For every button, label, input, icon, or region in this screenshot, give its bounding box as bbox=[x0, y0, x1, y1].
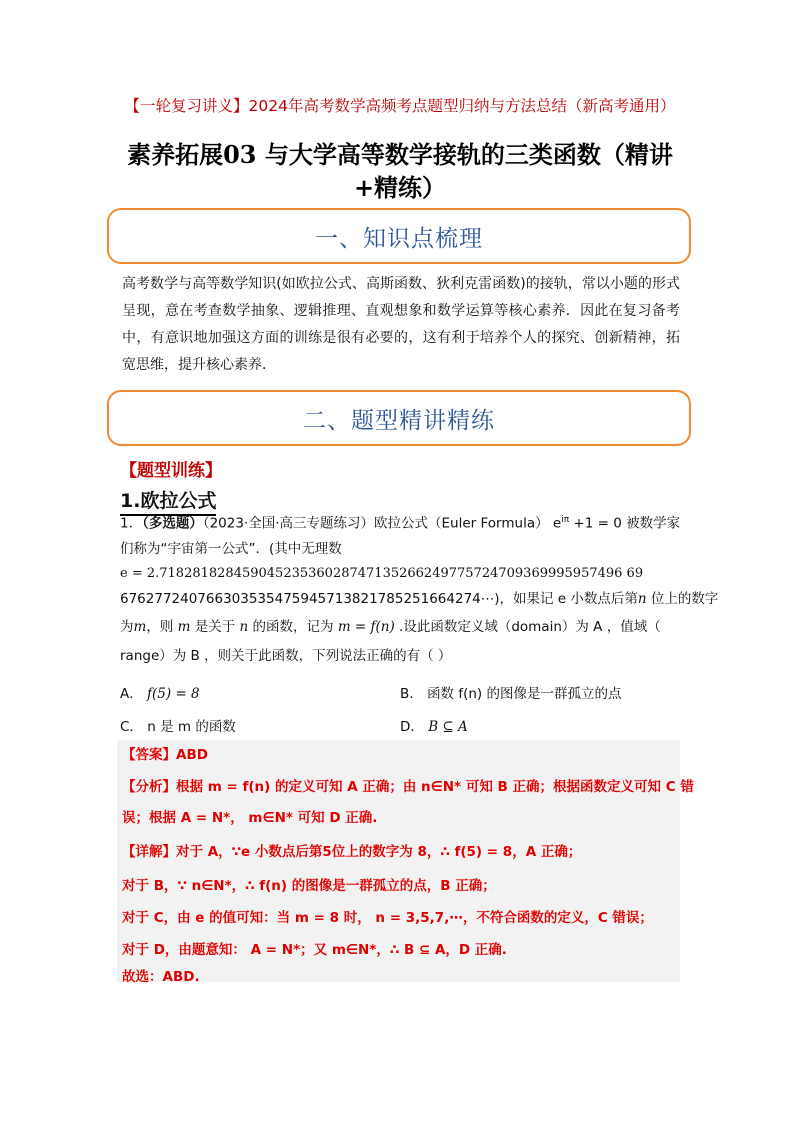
var-m: m bbox=[133, 619, 147, 635]
var-n: n bbox=[637, 591, 647, 607]
detail-line-2: 对于 B，∵ n∈N*，∴ f(n) 的图像是一群孤立的点，B 正确； bbox=[122, 878, 496, 894]
question-line-5-e: .设此函数定义域（domain）为 A ，值域（ bbox=[394, 619, 661, 635]
question-line-2: 们称为“宇宙第一公式”．(其中无理数 bbox=[120, 541, 342, 557]
option-b-label: B． bbox=[400, 686, 423, 702]
detail-line-4: 对于 D，由题意知： A = N*；又 m∈N*，∴ B ⊆ A，D 正确. bbox=[122, 942, 507, 958]
question-line-5 bbox=[120, 617, 661, 637]
option-d bbox=[400, 715, 468, 735]
option-d-label: D． bbox=[400, 719, 424, 735]
option-a-label: A． bbox=[120, 686, 143, 702]
practice-tag: 【题型训练】 bbox=[120, 461, 222, 481]
question-number: 1． bbox=[120, 515, 143, 532]
option-b bbox=[400, 682, 622, 702]
section-title-practice: 二、题型精讲精练 bbox=[303, 407, 495, 434]
option-b-text: 函数 f(n) 的图像是一群孤立的点 bbox=[427, 686, 622, 702]
option-c bbox=[120, 715, 236, 735]
var-n-2: n bbox=[239, 619, 249, 635]
question-line-1-end: +1 = 0 被数学家 bbox=[569, 515, 681, 532]
question-type: （多选题） bbox=[142, 515, 203, 532]
euler-exponent: iπ bbox=[561, 515, 570, 525]
analysis-line-1: 【分析】根据 m = f(n) 的定义可知 A 正确；由 n∈N* 可知 B 正确；根据函数定义可知 C 错 bbox=[122, 779, 694, 795]
question-line-5-d: 的函数，记为 bbox=[248, 619, 338, 635]
question-line-4-a: 676277240766303535475945713821785251664274⋯)，如果记 e 小数点后第 bbox=[120, 591, 638, 607]
question-line-5-b: ，则 bbox=[146, 619, 178, 635]
main-title: 素养拓展03 与大学高等数学接轨的三类函数（精讲+精练） bbox=[127, 140, 673, 202]
topic-heading: 1.欧拉公式 bbox=[120, 486, 216, 516]
answer-line: 【答案】ABD bbox=[122, 747, 208, 763]
question-line-3: e = 2.71828182845904523536028747135266249775724709369995957496 69 bbox=[120, 566, 644, 581]
option-d-text: B ⊆ A bbox=[428, 719, 468, 735]
question-line-5-c: 是关于 bbox=[190, 619, 240, 635]
option-c-text: n 是 m 的函数 bbox=[147, 719, 236, 735]
detail-line-3: 对于 C，由 e 的值可知：当 m = 8 时， n = 3,5,7,⋯，不符合函数的定义，C 错误； bbox=[122, 910, 653, 926]
question-source: （2023·全国·高三专题练习）欧拉公式（Euler Formula） e bbox=[202, 515, 562, 532]
option-a-text: f(5) = 8 bbox=[147, 686, 200, 702]
question-line-5-a: 为 bbox=[120, 619, 134, 635]
function-notation: m = f(n) bbox=[337, 619, 395, 635]
var-m-2: m bbox=[177, 619, 191, 635]
section-box-knowledge bbox=[107, 208, 691, 264]
question-line-4 bbox=[120, 589, 718, 609]
section-title-knowledge: 一、知识点梳理 bbox=[315, 225, 483, 252]
option-c-label: C． bbox=[120, 719, 143, 735]
question-line-6: range）为 B ，则关于此函数，下列说法正确的有（ ） bbox=[120, 648, 452, 664]
question-line-4-b: 位上的数字 bbox=[646, 591, 719, 607]
section-box-practice bbox=[107, 390, 691, 446]
final-answer: 故选：ABD. bbox=[122, 969, 200, 985]
analysis-line-2: 误；根据 A = N*， m∈N* 可知 D 正确. bbox=[122, 810, 378, 826]
question-line-1 bbox=[120, 510, 680, 534]
option-a bbox=[120, 682, 200, 702]
series-title: 【一轮复习讲义】2024年高考数学高频考点题型归纳与方法总结（新高考通用） bbox=[124, 97, 676, 115]
detail-line-1: 【详解】对于 A，∵e 小数点后第5位上的数字为 8，∴ f(5) = 8，A 正确； bbox=[122, 844, 582, 860]
intro-paragraph: 高考数学与高等数学知识(如欧拉公式、高斯函数、狄利克雷函数)的接轨，常以小题的形式呈现，意在考查数学抽象、逻辑推理、直观想象和数学运算等核心素养．因此在复习备考中，有意识地加强这方面的训练是很有必要的，这有利于培养个人的探究、创新精神，拓宽思维，提升核心素养． bbox=[122, 276, 680, 373]
